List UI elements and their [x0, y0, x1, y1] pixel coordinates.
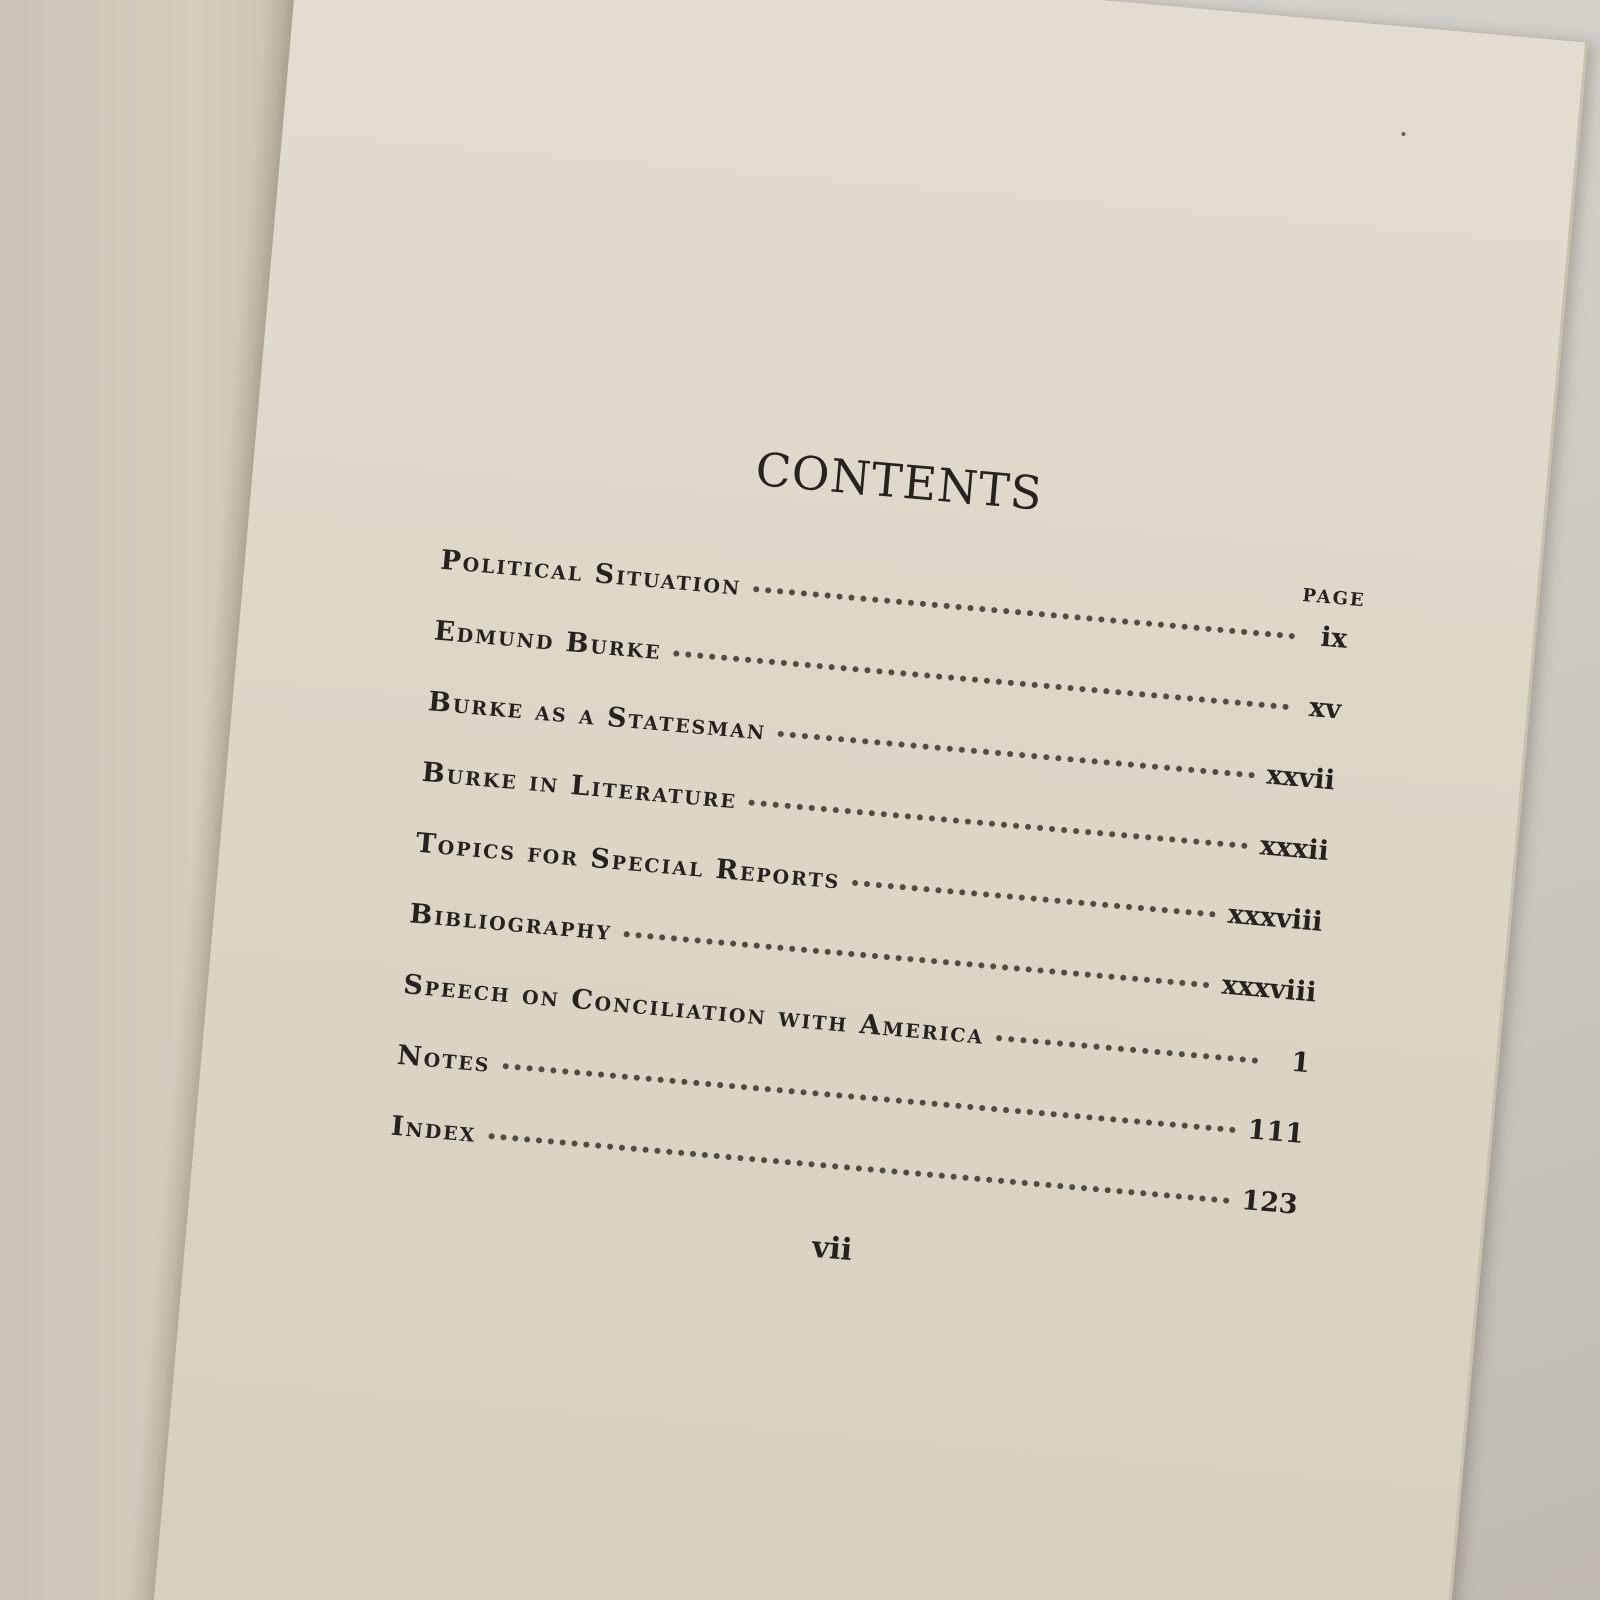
entry-page-number: xv [1307, 691, 1343, 726]
page-content [147, 0, 1585, 1600]
page-column-label: PAGE [1301, 584, 1367, 612]
entry-page-number: 123 [1240, 1184, 1299, 1221]
contents-list [386, 545, 1348, 1261]
entry-title: Edmund Burke [433, 615, 663, 667]
entry-page-number: 1 [1289, 1046, 1312, 1080]
entry-title: Notes [395, 1039, 492, 1079]
entry-title: Burke as a Statesman [426, 686, 768, 747]
dot-leader [753, 586, 1296, 639]
entry-page-number: xxxii [1258, 830, 1330, 868]
entry-title: Index [389, 1110, 478, 1149]
entry-page-number: xxxviii [1220, 969, 1318, 1009]
entry-page-number: xxvii [1265, 759, 1337, 797]
entry-page-number: ix [1319, 621, 1349, 655]
entry-title: Speech on Conciliation with America [402, 969, 986, 1051]
contents-page [147, 0, 1588, 1600]
entry-title: Bibliography [408, 898, 614, 947]
entry-page-number: 111 [1246, 1114, 1306, 1151]
entry-title: Burke in Literature [420, 756, 739, 816]
page-folio: vii [810, 1229, 854, 1269]
entry-title: Topics for Special Reports [414, 827, 842, 896]
page-heading: CONTENTS [753, 441, 1045, 521]
entry-title: Political Situation [439, 544, 743, 602]
entry-page-number: xxxviii [1226, 898, 1324, 938]
